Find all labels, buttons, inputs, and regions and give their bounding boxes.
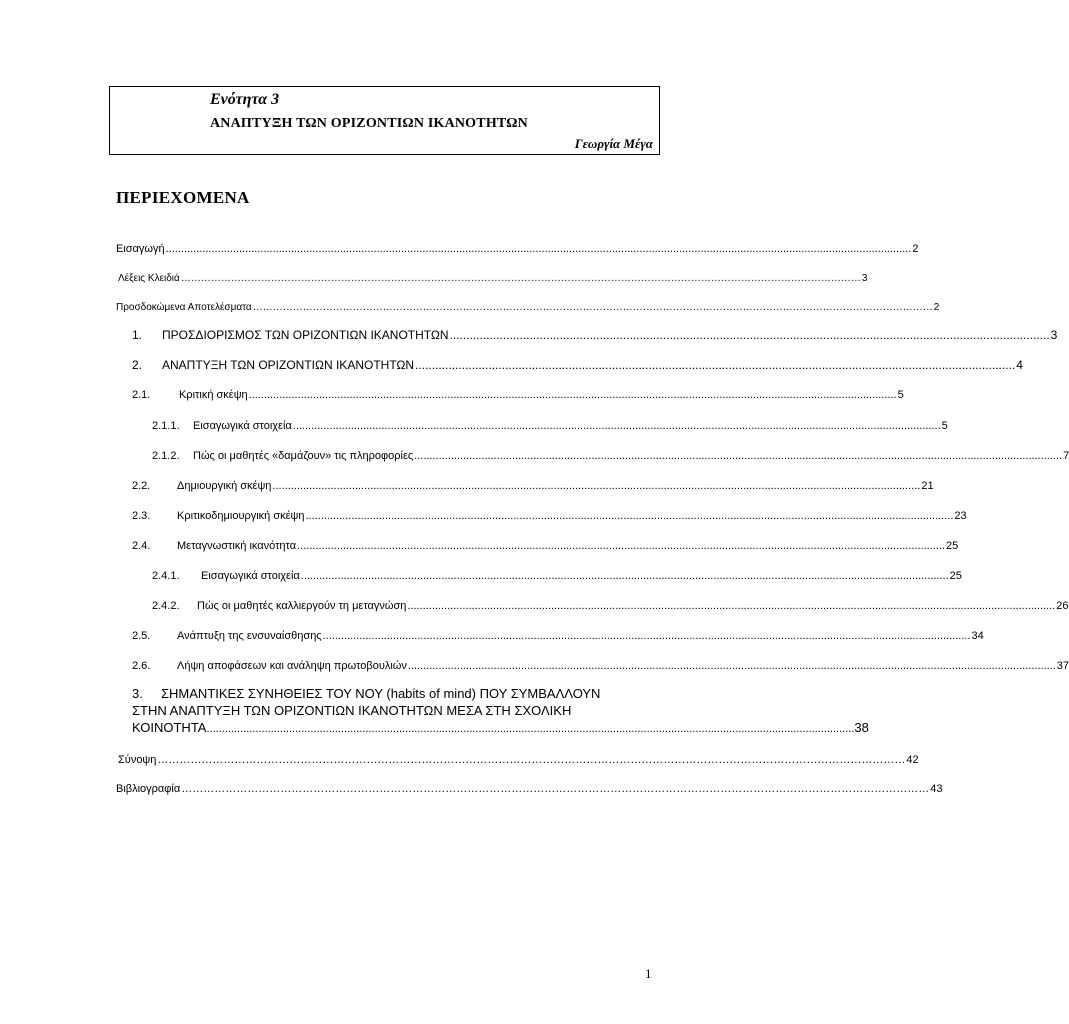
toc-entry-title: ΑΝΑΠΤΥΞΗ ΤΩΝ ΟΡΙΖΟΝΤΙΩΝ ΙΚΑΝΟΤΗΤΩΝ [162,358,415,372]
toc-entry-title-line2: ΣΤΗΝ ΑΝΑΠΤΥΞΗ ΤΩΝ ΟΡΙΖΟΝΤΙΩΝ ΙΚΑΝΟΤΗΤΩΝ ΜΕΣΑ ΣΤΗ ΣΧΟΛΙΚΗ [132,703,572,718]
toc-entry-number: 2.1.1. [152,420,180,432]
dot-leader: .................................................................................................................................................................................... [449,328,1050,342]
toc-entry-number: 2.1. [132,389,151,401]
toc-entry-keywords[interactable] [118,273,868,284]
toc-entry-title: Πώς οι μαθητές «δαμάζουν» τις πληροφορίες [193,450,414,462]
toc-entry-title: Λήψη αποφάσεων και ανάληψη πρωτοβουλιών [177,660,407,672]
toc-entry-page: 34 [971,630,984,642]
dot-leader: …………………………………………………………………………………………………………………………………………………………………………………… [252,302,933,313]
toc-entry-section-2-3[interactable] [132,510,967,522]
dot-leader: .................................................................................................................................................................................................................... [248,389,897,401]
toc-entry-page: 38 [854,720,869,735]
dot-leader: .................................................................................................................................................................................................................... [272,480,921,492]
dot-leader: .................................................................................................................................................................................................................... [206,723,855,735]
toc-entry-page: 2 [933,302,940,313]
toc-entry-page: 5 [897,389,904,401]
unit-title: ΑΝΑΠΤΥΞΗ ΤΩΝ ΟΡΙΖΟΝΤΙΩΝ ΙΚΑΝΟΤΗΤΩΝ [210,116,528,131]
toc-entry-section-2-4[interactable] [132,540,959,552]
toc-entry-number: 2.3. [132,510,151,522]
toc-entry-page: 3 [861,273,868,284]
toc-entry-title: Δημιουργική σκέψη [177,480,272,492]
unit-label: Ενότητα 3 [210,91,280,108]
toc-entry-number: 1. [132,328,143,342]
toc-entry-page: 26 [1056,600,1069,612]
toc-entry-intro[interactable] [116,243,919,255]
toc-entry-section-2-4-1[interactable] [152,570,962,582]
page-number: 1 [645,966,652,981]
toc-entry-section-2-6[interactable] [132,660,1069,672]
toc-entry-page: 43 [930,783,943,795]
toc-entry-section-2-1-2[interactable] [152,450,1069,462]
toc-entry-title: Εισαγωγή [116,243,165,255]
toc-entry-section-3[interactable] [132,685,869,738]
toc-entry-bibliography[interactable] [116,783,943,795]
dot-leader: .................................................................................................................................................................................................................... [292,420,941,432]
toc-entry-title: Μεταγνωστική ικανότητα [177,540,297,552]
dot-leader: …………………………………………………………………………………………………………………………………………………………………………………… [157,754,906,766]
dot-leader: …………………………………………………………………………………………………………………………………………………………………………………… [181,783,930,795]
header-box [109,86,660,155]
dot-leader: .................................................................................................................................................................................................................... [305,510,954,522]
toc-heading: ΠΕΡΙΕΧΟΜΕΝΑ [116,188,250,207]
toc-entry-page: 21 [921,480,934,492]
toc-entry-section-2-2[interactable] [132,480,934,492]
toc-entry-number: 2.4.2. [152,600,180,612]
toc-entry-title: Ανάπτυξη της ενσυναίσθησης [177,630,322,642]
toc-entry-number: 2. [132,358,143,372]
toc-entry-title: ΠΡΟΣΔΙΟΡΙΣΜΟΣ ΤΩΝ ΟΡΙΖΟΝΤΙΩΝ ΙΚΑΝΟΤΗΤΩΝ [162,328,449,342]
toc-entry-title: Βιβλιογραφία [116,783,181,795]
toc-entry-section-1[interactable] [132,328,1058,342]
toc-entry-page: 42 [906,754,919,766]
toc-entry-section-2[interactable] [132,358,1023,372]
toc-entry-section-2-5[interactable] [132,630,984,642]
toc-entry-number: 2.5. [132,630,151,642]
toc-entry-page: 5 [941,420,948,432]
toc-entry-title: Κριτική σκέψη [179,389,248,401]
dot-leader: .................................................................................................................................................................................................................... [297,540,946,552]
toc-entry-page: 25 [949,570,962,582]
dot-leader: .................................................................................................................................................................................................................... [322,630,971,642]
toc-entry-outcomes[interactable] [116,302,940,313]
toc-entry-title: Σύνοψη [118,754,157,766]
dot-leader: .................................................................................................................................................................................................................... [414,450,1063,462]
dot-leader: .................................................................................................................................................................................... [415,358,1016,372]
toc-entry-title-line1: ΣΗΜΑΝΤΙΚΕΣ ΣΥΝΗΘΕΙΕΣ ΤΟΥ ΝΟΥ (habits of mind) ΠΟΥ ΣΥΜΒΑΛΛΟΥΝ [161,686,601,701]
toc-entry-title: Προσδοκώμενα Αποτελέσματα [116,302,252,313]
toc-entry-title: Κριτικοδημιουργική σκέψη [177,510,305,522]
toc-entry-number: 2.2. [132,480,151,492]
toc-entry-page: 7 [1063,450,1069,462]
toc-entry-page: 37 [1056,660,1069,672]
dot-leader: .................................................................................................................................................................................................................... [407,600,1056,612]
toc-entry-number: 2.6. [132,660,151,672]
toc-entry-title: Εισαγωγικά στοιχεία [193,420,292,432]
dot-leader: …………………………………………………………………………………………………………………………………………………………………………………… [180,273,861,284]
toc-entry-page: 23 [954,510,967,522]
toc-entry-summary[interactable] [118,754,919,766]
toc-entry-title: Πώς οι μαθητές καλλιεργούν τη μεταγνώση [197,600,407,612]
dot-leader: .................................................................................................................................................................................................................... [300,570,949,582]
dot-leader: .................................................................................................................................................................................................................... [407,660,1056,672]
toc-entry-number: 2.4.1. [152,570,180,582]
toc-entry-page: 2 [912,243,919,255]
dot-leader: .................................................................................................................................................................................................................................................... [165,243,912,255]
toc-entry-section-2-1[interactable] [132,389,904,401]
toc-entry-page: 4 [1016,358,1023,372]
toc-entry-title-line3: ΚΟΙΝΟΤΗΤΑ [132,720,207,735]
toc-entry-page: 25 [946,540,959,552]
toc-entry-page: 3 [1050,328,1058,342]
toc-entry-title: Εισαγωγικά στοιχεία [201,570,300,582]
author-name: Γεωργία Μέγα [574,136,653,151]
toc-entry-number: 2.1.2. [152,450,180,462]
toc-entry-number: 3. [132,686,143,701]
toc-entry-section-2-4-2[interactable] [152,600,1069,612]
toc-entry-title: Λέξεις Κλειδιά [118,273,180,284]
toc-entry-number: 2.4. [132,540,151,552]
toc-entry-section-2-1-1[interactable] [152,420,948,432]
